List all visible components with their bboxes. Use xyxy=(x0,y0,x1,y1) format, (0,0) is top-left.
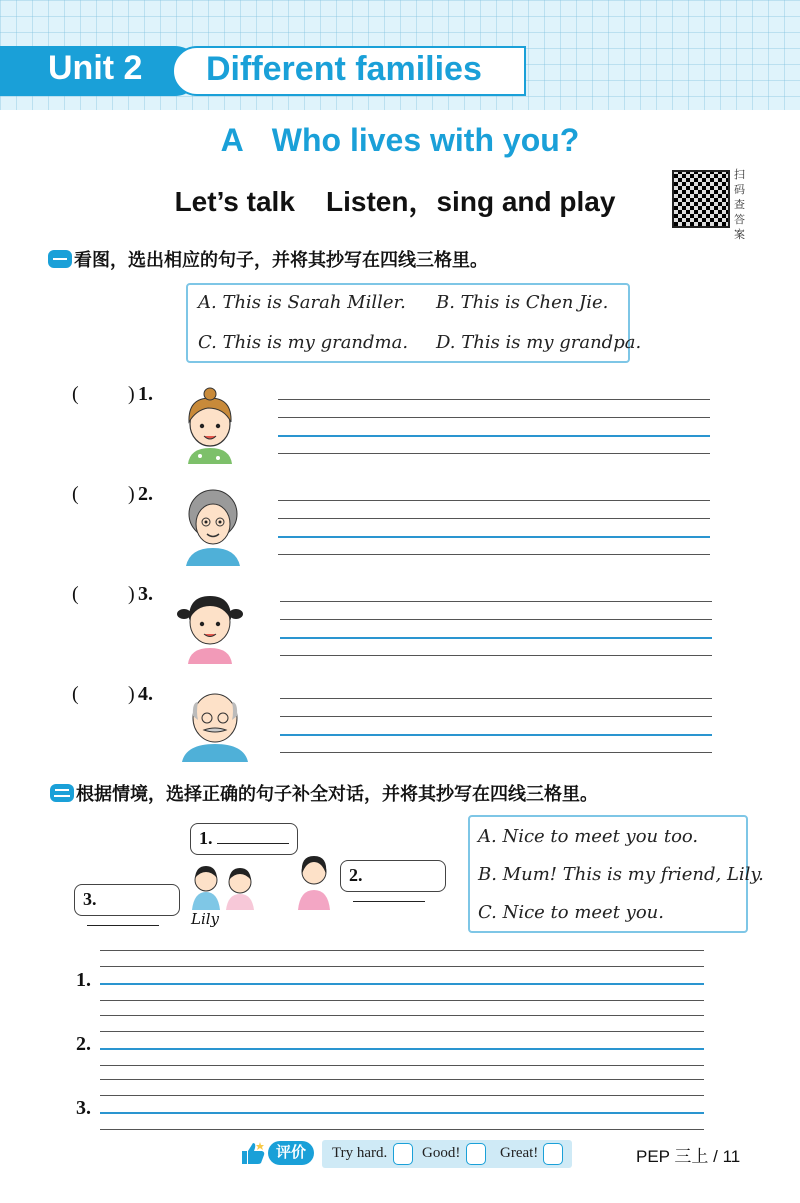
part2-heading xyxy=(50,780,598,806)
answer-1-number: 1. xyxy=(76,969,91,991)
writing-line xyxy=(278,500,710,501)
subtitle-sing: Listen，sing and play xyxy=(326,186,616,217)
writing-line xyxy=(278,453,710,454)
answer-3-number: 3. xyxy=(76,1097,91,1119)
writing-line xyxy=(280,752,712,753)
q3-writing-lines[interactable] xyxy=(280,601,712,657)
q1-writing-lines[interactable] xyxy=(278,399,710,455)
part2-instruction: 根据情境，选择正确的句子补全对话，并将其抄写在四线三格里。 xyxy=(76,784,598,804)
section-one-icon xyxy=(48,250,72,268)
q1-paren-open: ( xyxy=(72,383,79,405)
dialogue-scene-illustration xyxy=(186,852,336,912)
lesson-title-text: Who lives with you? xyxy=(271,122,580,158)
q3-paren-open: ( xyxy=(72,583,79,605)
eval-good: Good! xyxy=(422,1145,461,1161)
writing-baseline xyxy=(280,734,712,736)
sarah-face-icon xyxy=(178,386,242,466)
writing-line xyxy=(280,655,712,656)
answer-2-number: 2. xyxy=(76,1033,91,1055)
writing-line xyxy=(278,399,710,400)
part1-heading xyxy=(48,246,488,272)
answer-2-writing-lines[interactable] xyxy=(100,1015,704,1071)
writing-baseline xyxy=(100,1112,704,1114)
part1-option-d: D. This is my grandpa. xyxy=(436,332,642,353)
part1-option-a: A. This is Sarah Miller. xyxy=(198,292,406,313)
bubble-1[interactable] xyxy=(190,823,298,855)
eval-great: Great! xyxy=(500,1145,539,1161)
part1-option-b: B. This is Chen Jie. xyxy=(436,292,609,313)
answer-1-writing-lines[interactable] xyxy=(100,950,704,1006)
q2-paren-open: ( xyxy=(72,483,79,505)
bubble-1-blank xyxy=(217,830,289,844)
q4-paren-open: ( xyxy=(72,683,79,705)
page-number: PEP 三上 / 11 xyxy=(636,1147,741,1166)
writing-line xyxy=(100,950,704,951)
writing-line xyxy=(100,1000,704,1001)
qr-label: 扫码查答案 xyxy=(734,169,745,241)
grandpa-face-icon xyxy=(178,682,252,764)
q2-paren-close: ) xyxy=(128,483,135,505)
chen-jie-face-icon xyxy=(174,584,246,666)
try-hard-checkbox[interactable] xyxy=(393,1143,413,1165)
q2-writing-lines[interactable] xyxy=(278,500,710,556)
q1-number: 1. xyxy=(138,383,153,405)
eval-try-hard: Try hard. xyxy=(332,1145,388,1161)
great-checkbox[interactable] xyxy=(543,1143,563,1165)
writing-line xyxy=(100,1015,704,1016)
writing-line xyxy=(278,554,710,555)
unit-title: Different families xyxy=(206,50,482,88)
part1-instruction: 看图，选出相应的句子，并将其抄写在四线三格里。 xyxy=(74,250,488,270)
writing-line xyxy=(100,1079,704,1080)
writing-baseline xyxy=(278,435,710,437)
part1-option-c: C. This is my grandma. xyxy=(198,332,409,353)
writing-baseline xyxy=(100,1048,704,1050)
q2-number: 2. xyxy=(138,483,153,505)
q3-paren-close: ) xyxy=(128,583,135,605)
lesson-title xyxy=(0,122,800,159)
bubble-1-num: 1. xyxy=(199,828,213,848)
q1-paren-close: ) xyxy=(128,383,135,405)
writing-baseline xyxy=(278,536,710,538)
q4-paren-close: ) xyxy=(128,683,135,705)
section-two-icon xyxy=(50,784,74,802)
bubble-3[interactable] xyxy=(74,884,180,916)
writing-line xyxy=(280,716,712,717)
bubble-2-blank xyxy=(353,888,425,902)
bubble-3-blank xyxy=(87,912,159,926)
thumbs-up-icon xyxy=(240,1141,266,1165)
writing-line xyxy=(100,1095,704,1096)
q4-writing-lines[interactable] xyxy=(280,698,712,754)
writing-baseline xyxy=(280,637,712,639)
bubble-3-num: 3. xyxy=(83,889,97,909)
unit-label: Unit 2 xyxy=(48,49,143,87)
good-checkbox[interactable] xyxy=(466,1143,486,1165)
bubble-2[interactable] xyxy=(340,860,446,892)
q4-number: 4. xyxy=(138,683,153,705)
part2-option-a: A. Nice to meet you too. xyxy=(478,826,699,847)
eval-label: 评价 xyxy=(268,1141,314,1165)
subtitle-talk: Let’s talk xyxy=(174,186,295,217)
writing-line xyxy=(100,1129,704,1130)
q3-number: 3. xyxy=(138,583,153,605)
writing-line xyxy=(278,518,710,519)
writing-line xyxy=(280,698,712,699)
writing-line xyxy=(278,417,710,418)
writing-line xyxy=(100,1065,704,1066)
writing-line xyxy=(100,1031,704,1032)
part2-option-c: C. Nice to meet you. xyxy=(478,902,664,923)
writing-line xyxy=(280,619,712,620)
qr-code-icon[interactable] xyxy=(672,170,730,228)
writing-line xyxy=(280,601,712,602)
writing-baseline xyxy=(100,983,704,985)
writing-line xyxy=(100,966,704,967)
bubble-2-num: 2. xyxy=(349,865,363,885)
part2-option-b: B. Mum! This is my friend, Lily. xyxy=(478,864,764,885)
lesson-section: A xyxy=(220,122,244,158)
answer-3-writing-lines[interactable] xyxy=(100,1079,704,1135)
grandma-face-icon xyxy=(180,484,246,568)
lily-label: Lily xyxy=(191,910,220,928)
